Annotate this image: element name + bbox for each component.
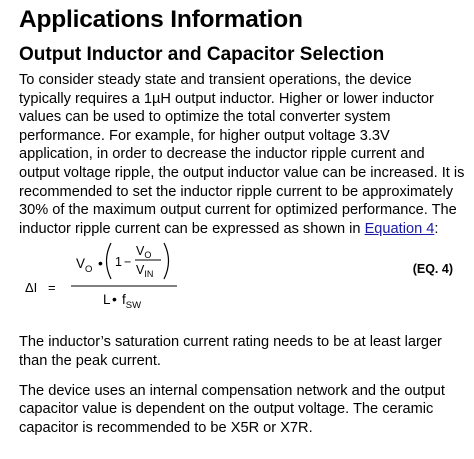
equation-4-link[interactable]: Equation 4 <box>364 220 435 237</box>
equals-sign: = <box>48 280 56 296</box>
numeral-one: 1 <box>115 255 122 270</box>
numerator-vo: $V_O$ <box>76 256 93 276</box>
paragraph-output-capacitor: The device uses an internal compensation network and the output capacitor value is dependent on the output voltage. The ceramic capacitor is recommended to be X5R or X7R. <box>19 382 445 436</box>
right-paren <box>164 243 169 279</box>
ripple-current-equation <box>19 241 467 317</box>
section-heading: Applications Information <box>19 6 303 33</box>
multiply-dot: • <box>98 255 103 272</box>
paragraph-text: To consider steady state and transient operations, the device typically requires a 1µH output inductor. Higher or lower inductor values can be used to optimize the total converter system performance. For example, for higher output voltage 3.3V application, in order to decrease the inductor ripple current and output voltage ripple, the output inductor value can be increased. It is recommended to set the inductor ripple current to be approximately 30% of the maximum output current for optimized performance. The inductor ripple current can be expressed as shown in <box>19 72 465 237</box>
subsection-heading: Output Inductor and Capacitor Selection <box>19 44 385 65</box>
delta-i-symbol: ΔI <box>25 280 38 296</box>
paragraph-inductor-selection <box>19 71 467 238</box>
paragraph-colon: : <box>434 220 439 237</box>
minus-sign: − <box>124 255 132 270</box>
document-page <box>19 6 467 437</box>
denominator-l: L <box>103 292 111 308</box>
denominator-fsw: $f_{SW}$ <box>122 292 142 312</box>
equation-4-block <box>19 241 467 317</box>
denominator-dot: • <box>112 291 117 308</box>
equation-number-label: (EQ. 4) <box>412 262 453 277</box>
inner-denominator-vin: $V_{IN}$ <box>136 263 154 280</box>
paragraph-saturation-current: The inductor’s saturation current rating needs to be at least larger than the peak current. <box>19 334 442 369</box>
left-paren <box>107 243 112 279</box>
inner-numerator-vo: $V_O$ <box>136 244 152 261</box>
